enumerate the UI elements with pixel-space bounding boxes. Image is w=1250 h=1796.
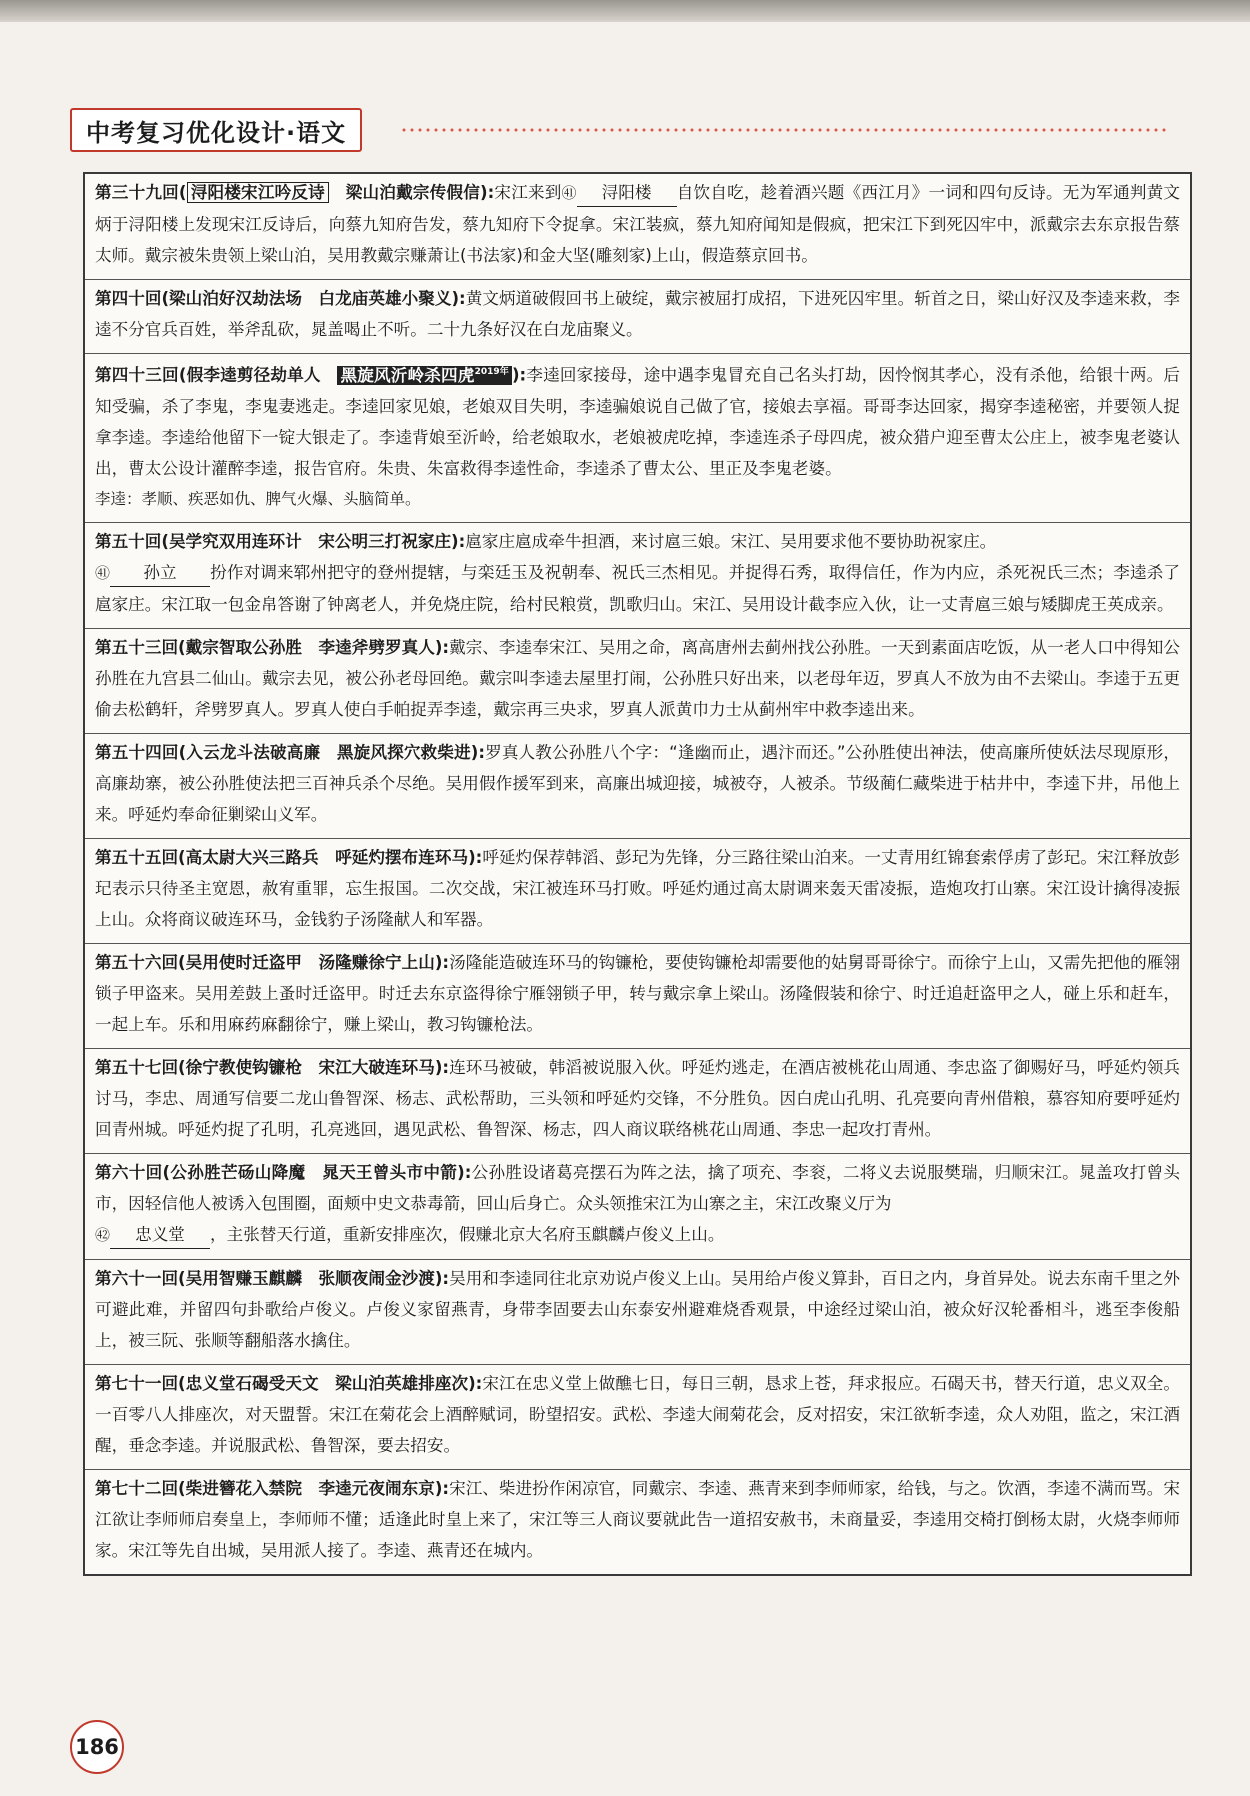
chapter-text-cont: 扮作对调来郓州把守的登州提辖，与栾廷玉及祝朝奉、祝氏三杰相见。并捉得石秀，取得信任，作为内应，杀死祝氏三杰；李逵杀了扈家庄。宋江取一包金帛答谢了钟离老人，并免烧庄院，给村民粮赏，凯歌归山。宋江、吴用设计截李应入伙，让一丈青扈三娘与矮脚虎王英成亲。 [95,562,1180,614]
page-number: 186 [70,1720,124,1774]
entry-chapter-57 [85,1049,1190,1154]
entry-chapter-54 [85,734,1190,839]
book-title: 中考复习优化设计·语文 [70,108,362,152]
highlight-dark: 黑旋风沂岭杀四虎$^{2019年}$ [337,366,512,385]
answer-blank: 浔阳楼 [577,180,677,207]
year-tag: 2019年 [474,367,509,377]
chapter-text: 宋江来到 [494,183,562,202]
chapter-text: 黄文炳道破假回书上破绽，戴宗被屈打成招，下进死囚牢里。斩首之日，梁山好汉及李逵来救，李逵不分官兵百姓，举斧乱砍，晁盖喝止不听。二十九条好汉在白龙庙聚义。 [95,289,1181,339]
chapter-title: 第五十回(吴学究双用连环计 宋公明三打祝家庄): [95,531,466,551]
chapter-title: 第七十二回(柴进簪花入禁院 李逵元夜闹东京): [95,1478,450,1498]
entry-chapter-72 [85,1470,1190,1574]
chapter-title: 第四十三回(假李逵剪径劫单人 黑旋风沂岭杀四虎$^{2019年}$ ): [95,365,527,385]
page-top-bar [0,0,1250,22]
answer-blank: 忠义堂 [110,1222,210,1249]
chapter-title: 第五十三回(戴宗智取公孙胜 李逵斧劈罗真人): [95,637,450,657]
entry-chapter-43 [85,354,1190,523]
chapter-title: 第五十五回(高太尉大兴三路兵 呼延灼摆布连环马): [95,847,483,867]
chapter-text: 宋江在忠义堂上做醮七日，每日三朝，恳求上苍，拜求报应。石碣天书，替天行道，忠义双全。一百零八人排座次，对天盟誓。宋江在菊花会上酒醉赋词，盼望招安。武松、李逵大闹菊花会，反对招安，宋江欲斩李逵，众人劝阻，监之，宋江酒醒，垂念李逵。并说服武松、鲁智深，要去招安。 [95,1373,1180,1455]
chapter-text: 吴用和李逵同往北京劝说卢俊义上山。吴用给卢俊义算卦，百日之内，身首异处。说去东南千里之外可避此难，并留四句卦歌给卢俊义。卢俊义家留燕青，身带李固要去山东泰安州避难烧香观景，中途经过梁山泊，被众好汉轮番相斗，逃至李俊船上，被三阮、张顺等翻船落水擒住。 [95,1268,1180,1350]
chapter-summary-table [83,172,1192,1576]
question-number: ㊷ [95,1225,111,1244]
entry-chapter-61 [85,1260,1190,1365]
entry-chapter-53 [85,629,1190,734]
highlight-box: 浔阳楼宋江吟反诗 [187,182,329,203]
chapter-title: 第六十回(公孙胜芒砀山降魔 晁天王曾头市中箭): [95,1162,472,1182]
chapter-title: 第五十六回(吴用使时迁盗甲 汤隆赚徐宁上山): [95,952,450,972]
chapter-title: 第三十九回( 浔阳楼宋江吟反诗 梁山泊戴宗传假信): [95,183,495,202]
chapter-title: 第五十四回(入云龙斗法破高廉 黑旋风探穴救柴进): [95,742,485,762]
entry-chapter-40 [85,280,1190,354]
chapter-text: 戴宗、李逵奉宋江、吴用之命，离高唐州去蓟州找公孙胜。一天到素面店吃饭，从一老人口中得知公孙胜在九宫县二仙山。戴宗去见，被公孙老母回绝。戴宗叫李逵去屋里打闹，公孙胜只好出来，以老母年迈，罗真人不放为由不去梁山。李逵于五更偷去松鹤轩，斧劈罗真人。罗真人使白手帕捉弄李逵，戴宗再三央求，罗真人派黄巾力士从蓟州牢中救李逵出来。 [95,637,1180,719]
page-header [70,108,1170,154]
chapter-text: 李逵回家接母，途中遇李鬼冒充自己名头打劫，因怜悯其孝心，没有杀他，给银十两。后知受骗，杀了李鬼，李鬼妻逃走。李逵回家见娘，老娘双目失明，李逵骗娘说自己做了官，接娘去享福。哥哥李达回家，揭穿李逵秘密，并要领人捉拿李逵。李逵给他留下一锭大银走了。李逵背娘至沂岭，给老娘取水，老娘被虎吃掉，李逵连杀子母四虎，被众猎户迎至曹太公庄上，被李鬼老婆认出，曹太公设计灌醉李逵，报告官府。朱贵、朱富救得李逵性命，李逵杀了曹太公、里正及李鬼老婆。 [95,365,1180,478]
entry-chapter-71 [85,1365,1190,1470]
character-note: 李逵：孝顺、疾恶如仇、脾气火爆、头脑简单。 [95,489,421,508]
chapter-text: 呼延灼保荐韩滔、彭玘为先锋，分三路往梁山泊来。一丈青用红锦套索俘虏了彭玘。宋江释放彭玘表示只待圣主宽恩，赦宥重罪，忘生报国。二次交战，宋江被连环马打败。呼延灼通过高太尉调来轰天雷凌振，造炮攻打山寨。宋江设计擒得凌振上山。众将商议破连环马，金钱豹子汤隆献人和军器。 [95,847,1180,929]
chapter-title: 第六十一回(吴用智赚玉麒麟 张顺夜闹金沙渡): [95,1268,450,1288]
entry-chapter-39 [85,174,1190,280]
header-dotted-line [400,128,1170,132]
chapter-text: 连环马被破，韩滔被说服入伙。呼延灼逃走，在酒店被桃花山周通、李忠盗了御赐好马，呼延灼领兵讨马，李忠、周通写信要二龙山鲁智深、杨志、武松帮助，三头领和呼延灼交锋，不分胜负。因白虎山孔明、孔亮要向青州借粮，慕容知府要呼延灼回青州城。呼延灼捉了孔明，孔亮逃回，遇见武松、鲁智深、杨志，四人商议联络桃花山周通、李忠一起攻打青州。 [95,1057,1180,1139]
chapter-text: 罗真人教公孙胜八个字：“逢幽而止，遇汴而还。”公孙胜使出神法，使高廉所使妖法尽现原形，高廉劫寨，被公孙胜使法把三百神兵杀个尽绝。吴用假作援军到来，高廉出城迎接，城被夺，人被杀。节级蔺仁藏柴进于枯井中，李逵下井，吊他上来。呼延灼奉命征剿梁山义军。 [95,742,1180,824]
chapter-title: 第五十七回(徐宁教使钩镰枪 宋江大破连环马): [95,1057,450,1077]
question-number: ㊶ [95,563,111,582]
chapter-text: 公孙胜设诸葛亮摆石为阵之法，擒了项充、李衮，二将义去说服樊瑞，归顺宋江。晁盖攻打曾头市，因轻信他人被诱入包围圈，面颊中史文恭毒箭，回山后身亡。众头领推宋江为山寨之主，宋江改聚义厅为 [95,1162,1180,1213]
chapter-text: 扈家庄扈成牵牛担酒，来讨扈三娘。宋江、吴用要求他不要协助祝家庄。 [465,531,997,551]
answer-blank: 孙立 [110,560,210,587]
entry-chapter-56 [85,944,1190,1049]
chapter-text-cont: 自饮自吃，趁着酒兴题《西江月》一词和四句反诗。无为军通判黄文炳于浔阳楼上发现宋江反诗后，向蔡九知府告发，蔡九知府下令捉拿。宋江装疯，蔡九知府闻知是假疯，把宋江下到死囚牢中，派戴宗去东京报告蔡太师。戴宗被朱贵领上梁山泊，吴用教戴宗赚萧让(书法家)和金大坚(雕刻家)上山，假造蔡京回书。 [95,183,1181,265]
entry-chapter-55 [85,839,1190,944]
chapter-text-cont: ，主张替天行道，重新安排座次，假赚北京大名府玉麒麟卢俊义上山。 [210,1224,725,1244]
chapter-title: 第七十一回(忠义堂石碣受天文 梁山泊英雄排座次): [95,1373,483,1393]
question-number: ㊶ [561,184,577,202]
chapter-title: 第四十回(梁山泊好汉劫法场 白龙庙英雄小聚义): [95,289,466,308]
chapter-text: 汤隆能造破连环马的钩镰枪，要使钩镰枪却需要他的姑舅哥哥徐宁。而徐宁上山，又需先把他的雁翎锁子甲盗来。吴用差鼓上蚤时迁盗甲。时迁去东京盗得徐宁雁翎锁子甲，转与戴宗拿上梁山。汤隆假装和徐宁、时迁追赶盗甲之人，碰上乐和赶车，一起上车。乐和用麻药麻翻徐宁，赚上梁山，教习钩镰枪法。 [95,952,1180,1034]
entry-chapter-50 [85,523,1190,629]
entry-chapter-60 [85,1154,1190,1260]
chapter-text: 宋江、柴进扮作闲凉官，同戴宗、李逵、燕青来到李师师家，给钱，与之。饮酒，李逵不满而骂。宋江欲让李师师启奏皇上，李师师不懂；适逢此时皇上来了，宋江等三人商议要就此告一道招安赦书，未商量妥，李逵用交椅打倒杨太尉，火烧李师师家。宋江等先自出城，吴用派人接了。李逵、燕青还在城内。 [95,1478,1180,1560]
